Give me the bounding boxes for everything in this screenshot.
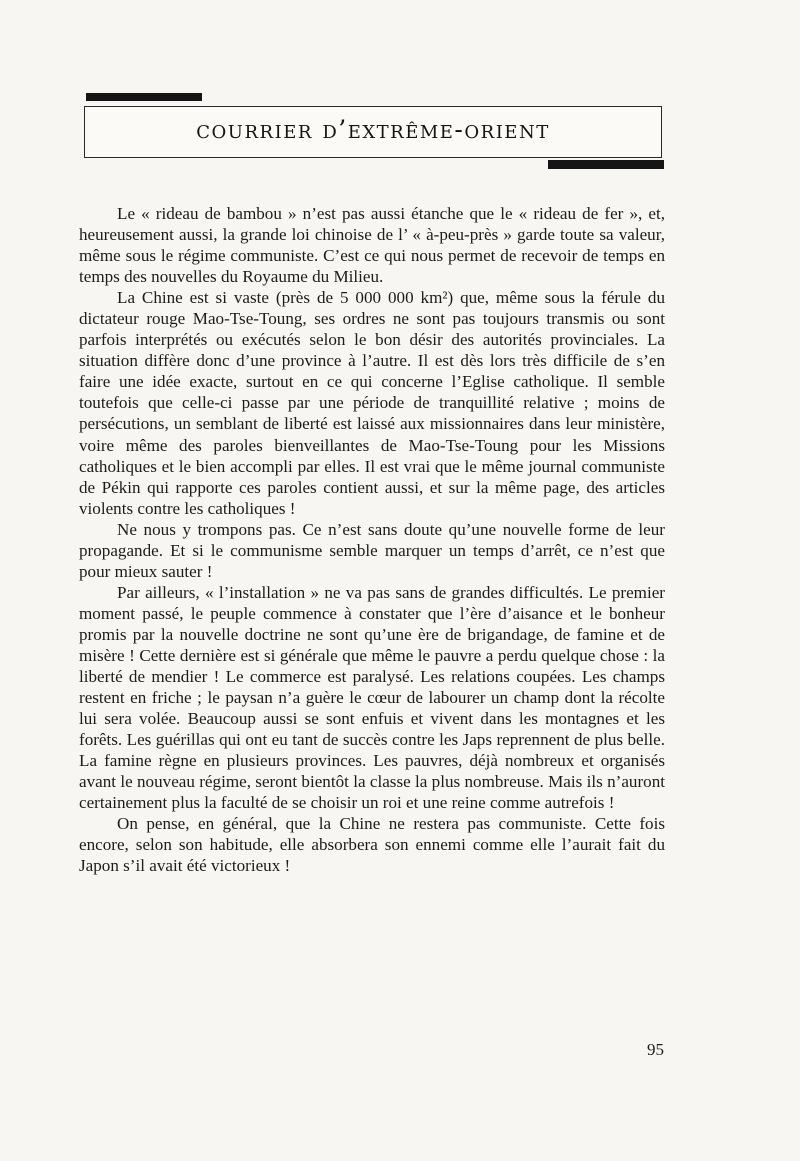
paragraph: Le « rideau de bambou » n’est pas aussi étanche que le « rideau de fer », et, heureusement aussi, la grande loi chinoise de l’ « à-peu-près » garde toute sa valeur, même sous le régime communiste. C’est ce qui nous permet de recevoir de temps en temps des nouvelles du Royaume du Milieu.: [79, 204, 665, 287]
title-frame: [84, 106, 662, 158]
paragraph: La Chine est si vaste (près de 5 000 000 km²) que, même sous la férule du dictateur rouge Mao-Tse-Toung, ses ordres ne sont pas toujours transmis ou sont parfois interprétés ou exécutés selon le bon désir des autorités provinciales. La situation diffère donc d’une province à l’autre. Il est dès lors très difficile de s’en faire une idée exacte, surtout en ce qui concerne l’Eglise catholique. Il semble toutefois que celle-ci passe par une période de tranquillité relative ; moins de persécutions, un semblant de liberté est laissé aux missionnaires dans leur ministère, voire même des paroles bienveillantes de Mao-Tse-Toung pour les Missions catholiques et le bien accompli par elles. Il est vrai que le même journal communiste de Pékin qui rapporte ces paroles contient aussi, et sur la même page, des articles violents contre les catholiques !: [79, 288, 665, 518]
paragraph: On pense, en général, que la Chine ne restera pas communiste. Cette fois encore, selon son habitude, elle absorbera son ennemi comme elle l’aurait fait du Japon s’il avait été victorieux !: [79, 814, 665, 876]
paragraph: Ne nous y trompons pas. Ce n’est sans doute qu’une nouvelle forme de leur propagande. Et si le communisme semble marquer un temps d’arrêt, ce n’est que pour mieux sauter !: [79, 519, 665, 581]
article-body: [79, 203, 665, 877]
title-decorative-bar-bottom: [548, 160, 664, 169]
title-decorative-bar-top: [86, 93, 202, 101]
paragraph: Par ailleurs, « l’installation » ne va pas sans de grandes difficultés. Le premier moment passé, le peuple commence à constater que l’ère d’aisance et le bonheur promis par la nouvelle doctrine ne sont qu’une ère de brigandage, de famine et de misère ! Cette dernière est si générale que même le pauvre a perdu quelque chose : la liberté de mendier ! Le commerce est paralysé. Les relations coupées. Les champs restent en friche ; le paysan n’a guère le cœur de labourer un champ dont la récolte lui sera volée. Beaucoup aussi se sont enfuis et vivent dans les montagnes et les forêts. Les guérillas qui ont eu tant de succès contre les Japs reprennent de plus belle. La famine règne en plusieurs provinces. Les pauvres, déjà nombreux et organisés avant le nouveau régime, seront bientôt la classe la plus nombreuse. Mais ils n’auront certainement plus la faculté de se choisir un roi et une reine comme autrefois !: [79, 582, 665, 813]
page-title: courrier d’extrême-orient: [196, 115, 550, 144]
page-number: 95: [647, 1040, 664, 1059]
